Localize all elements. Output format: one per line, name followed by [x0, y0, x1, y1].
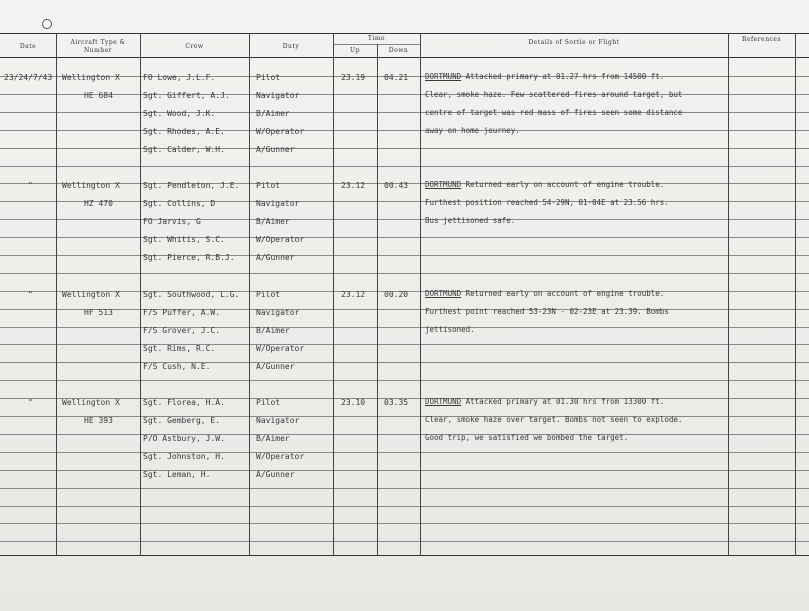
- crew-name: Sgt. Pierce, R.B.J.: [143, 253, 235, 262]
- sortie-detail-text: Clear, smoke haze over target. Bombs not seen to explode.: [425, 415, 683, 424]
- header-time-down: Down: [388, 47, 409, 54]
- header-time: Time: [367, 35, 386, 42]
- table-bottom-rule: [0, 555, 809, 556]
- row-rule: [0, 237, 809, 238]
- crew-duty: B/Aimer: [256, 217, 290, 226]
- sortie-detail-text: Attacked primary at 01.27 hrs from 14500 ft.: [465, 72, 665, 81]
- sortie-detail-text: Furthest position reached 54-29N, 01-04E at 23.56 hrs.: [425, 198, 669, 207]
- crew-duty: Pilot: [256, 73, 281, 82]
- crew-name: F/S Cush, N.E.: [143, 362, 211, 371]
- col-rule-right: [795, 33, 796, 555]
- row-rule: [0, 488, 809, 489]
- crew-duty: Pilot: [256, 290, 281, 299]
- row-rule: [0, 541, 809, 542]
- crew-name: Sgt. Southwood, L.G.: [143, 290, 240, 299]
- sortie-detail-line: [425, 122, 730, 140]
- row-rule: [0, 523, 809, 524]
- row-rule: [0, 362, 809, 363]
- sortie-target: DORTMUND: [425, 289, 462, 298]
- sortie-detail-text: Clear, smoke haze. Few scattered fires around target, but: [425, 90, 683, 99]
- crew-name: Sgt. Rims, R.C.: [143, 344, 216, 353]
- header-time-up: Up: [350, 47, 360, 54]
- crew-duty: W/Operator: [256, 235, 305, 244]
- crew-name: Sgt. Johnston, H.: [143, 452, 225, 461]
- table-top-rule: [0, 33, 809, 34]
- crew-duty: Navigator: [256, 199, 300, 208]
- crew-duty: Navigator: [256, 416, 300, 425]
- crew-name: Sgt. Leman, H.: [143, 470, 211, 479]
- crew-name: F/S Puffer, A.W.: [143, 308, 221, 317]
- crew-name: Sgt. Calder, W.H.: [143, 145, 225, 154]
- time-down: 03.35: [384, 398, 409, 407]
- sortie-detail-line: [425, 176, 730, 194]
- crew-duty: A/Gunner: [256, 362, 295, 371]
- time-down: 00.43: [384, 181, 409, 190]
- sortie-date: ": [28, 181, 33, 190]
- crew-name: Sgt. Wood, J.K.: [143, 109, 216, 118]
- time-up: 23.12: [341, 181, 366, 190]
- sortie-detail-line: [425, 212, 730, 230]
- crew-duty: A/Gunner: [256, 145, 295, 154]
- crew-duty: W/Operator: [256, 127, 305, 136]
- sortie-date: ": [28, 290, 33, 299]
- sortie-detail-line: [425, 303, 730, 321]
- time-down: 00.20: [384, 290, 409, 299]
- crew-duty: B/Aimer: [256, 109, 290, 118]
- sortie-detail-text: centre of target was red mass of fires seen some distance: [425, 108, 683, 117]
- crew-name: F/S Grover, J.C.: [143, 326, 221, 335]
- header-details: Details of Sortie or Flight: [528, 39, 620, 46]
- sortie-detail-line: [425, 104, 730, 122]
- crew-duty: B/Aimer: [256, 434, 290, 443]
- crew-duty: W/Operator: [256, 344, 305, 353]
- row-rule: [0, 148, 809, 149]
- header-date: Date: [19, 43, 37, 50]
- aircraft-number: HE 393: [84, 416, 113, 425]
- crew-duty: A/Gunner: [256, 470, 295, 479]
- sortie-detail-text: Good trip, we satisfied we bombed the target.: [425, 433, 629, 442]
- aircraft-type: Wellington X: [62, 290, 120, 299]
- aircraft-type: Wellington X: [62, 181, 120, 190]
- sortie-detail-line: [425, 68, 730, 86]
- aircraft-type: Wellington X: [62, 73, 120, 82]
- row-rule: [0, 255, 809, 256]
- crew-name: Sgt. Whitis, S.C.: [143, 235, 225, 244]
- crew-duty: Navigator: [256, 91, 300, 100]
- time-up: 23.12: [341, 290, 366, 299]
- row-rule: [0, 273, 809, 274]
- sortie-detail-text: away on home journey.: [425, 126, 520, 135]
- sortie-detail-text: Returned early on account of engine trouble.: [465, 289, 665, 298]
- header-crew: Crew: [185, 43, 204, 50]
- sortie-date: 23/24/7/43: [4, 73, 53, 82]
- row-rule: [0, 470, 809, 471]
- col-rule-crew: [249, 33, 250, 555]
- sortie-date: ": [28, 398, 33, 407]
- time-down: 04.21: [384, 73, 409, 82]
- crew-name: P/O Astbury, J.W.: [143, 434, 225, 443]
- sortie-detail-line: [425, 86, 730, 104]
- sortie-detail-text: Furthest point reached 53-23N - 02-23E at 23.39. Bombs: [425, 307, 669, 316]
- sortie-detail-line: [425, 429, 730, 447]
- sortie-detail-line: [425, 285, 730, 303]
- punch-hole: [42, 19, 52, 29]
- crew-name: FO Lowe, J.L.F.: [143, 73, 216, 82]
- sortie-target: DORTMUND: [425, 72, 462, 81]
- sortie-detail-text: Bus jettisoned safe.: [425, 216, 516, 225]
- col-rule-aircraft: [140, 33, 141, 555]
- col-rule-duty: [333, 33, 334, 555]
- crew-name: Sgt. Gemberg, E.: [143, 416, 221, 425]
- sortie-detail-line: [425, 194, 730, 212]
- crew-duty: A/Gunner: [256, 253, 295, 262]
- row-rule: [0, 344, 809, 345]
- row-rule: [0, 506, 809, 507]
- sortie-target: DORTMUND: [425, 397, 462, 406]
- row-rule: [0, 380, 809, 381]
- crew-duty: W/Operator: [256, 452, 305, 461]
- crew-duty: Pilot: [256, 398, 281, 407]
- aircraft-number: HF 513: [84, 308, 113, 317]
- col-rule-date: [56, 33, 57, 555]
- crew-name: Sgt. Florea, H.A.: [143, 398, 225, 407]
- sortie-detail-text: Returned early on account of engine trouble.: [465, 180, 665, 189]
- crew-name: Sgt. Collins, D: [143, 199, 216, 208]
- header-aircraft: Aircraft Type & Number: [70, 39, 126, 54]
- crew-name: Sgt. Giffert, A.J.: [143, 91, 230, 100]
- crew-duty: Navigator: [256, 308, 300, 317]
- crew-name: Sgt. Pendleton, J.E.: [143, 181, 240, 190]
- col-rule-up: [377, 44, 378, 555]
- header-duty: Duty: [282, 43, 300, 50]
- crew-name: Sgt. Rhodes, A.E.: [143, 127, 225, 136]
- time-up: 23.19: [341, 73, 366, 82]
- sortie-detail-line: [425, 411, 730, 429]
- aircraft-number: HE 684: [84, 91, 113, 100]
- sortie-detail-text: jettisoned.: [425, 325, 475, 334]
- sortie-detail-text: Attacked primary at 01.30 hrs from 13300 ft.: [465, 397, 665, 406]
- crew-duty: Pilot: [256, 181, 281, 190]
- crew-duty: B/Aimer: [256, 326, 290, 335]
- aircraft-number: HZ 470: [84, 199, 113, 208]
- sortie-detail-line: [425, 321, 730, 339]
- crew-name: FO Jarvis, G: [143, 217, 201, 226]
- col-rule-time: [420, 33, 421, 555]
- header-bottom-rule: [0, 57, 809, 58]
- aircraft-type: Wellington X: [62, 398, 120, 407]
- sortie-detail-line: [425, 393, 730, 411]
- header-references: References: [741, 36, 782, 43]
- time-up: 23.10: [341, 398, 366, 407]
- sortie-target: DORTMUND: [425, 180, 462, 189]
- row-rule: [0, 452, 809, 453]
- row-rule: [0, 166, 809, 167]
